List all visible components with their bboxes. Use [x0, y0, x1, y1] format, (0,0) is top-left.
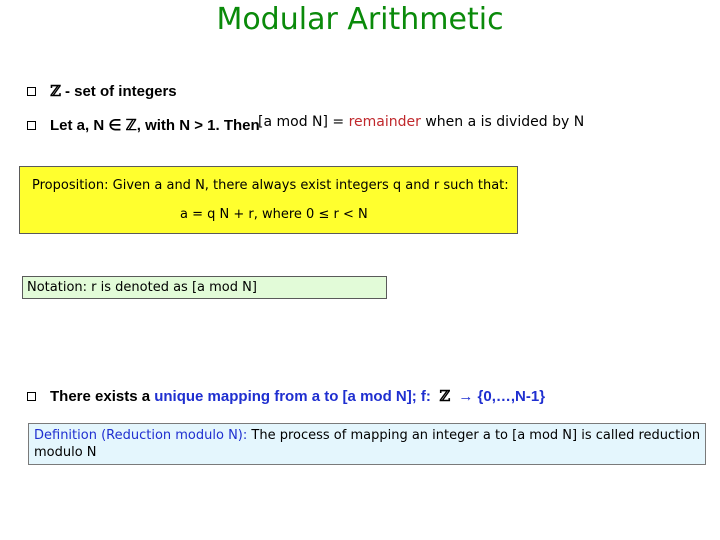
slide-title: Modular Arithmetic — [216, 2, 504, 37]
proposition-box — [19, 166, 518, 234]
mod-definition-note — [258, 114, 584, 130]
bullet-mapping-lead: There exists a — [50, 387, 151, 405]
integers-symbol: ℤ — [50, 82, 61, 100]
bullet-mapping-highlight: unique mapping from a to [a mod N]; f: — [154, 387, 431, 405]
bullet-integers-text: - set of integers — [64, 82, 177, 100]
mod-note-pre: [a mod N] = — [258, 114, 349, 130]
bullet-let — [27, 116, 260, 134]
square-bullet-icon — [27, 121, 36, 130]
definition-body: The process of mapping an integer a to [a mod N] is called reduction modulo N — [34, 428, 701, 460]
proposition-equation: a = q N + r, where 0 ≤ r < N — [180, 207, 368, 222]
square-bullet-icon — [27, 87, 36, 96]
proposition-text: Proposition: Given a and N, there always exist integers q and r such that: — [32, 178, 509, 193]
notation-box: Notation: r is denoted as [a mod N] — [22, 276, 387, 299]
bullet-mapping — [27, 387, 545, 405]
square-bullet-icon — [27, 392, 36, 401]
mod-note-post: when a is divided by N — [420, 114, 585, 130]
definition-lead: Definition (Reduction modulo N): — [34, 428, 248, 443]
mod-note-remainder: remainder — [348, 114, 421, 130]
bullet-mapping-codomain: → {0,…,N-1} — [458, 387, 546, 405]
bullet-let-text: Let a, N ∈ ℤ, with N > 1. Then — [50, 117, 260, 134]
integers-symbol-mapping: ℤ — [439, 387, 451, 405]
bullet-integers — [27, 82, 177, 100]
definition-box — [28, 423, 706, 465]
